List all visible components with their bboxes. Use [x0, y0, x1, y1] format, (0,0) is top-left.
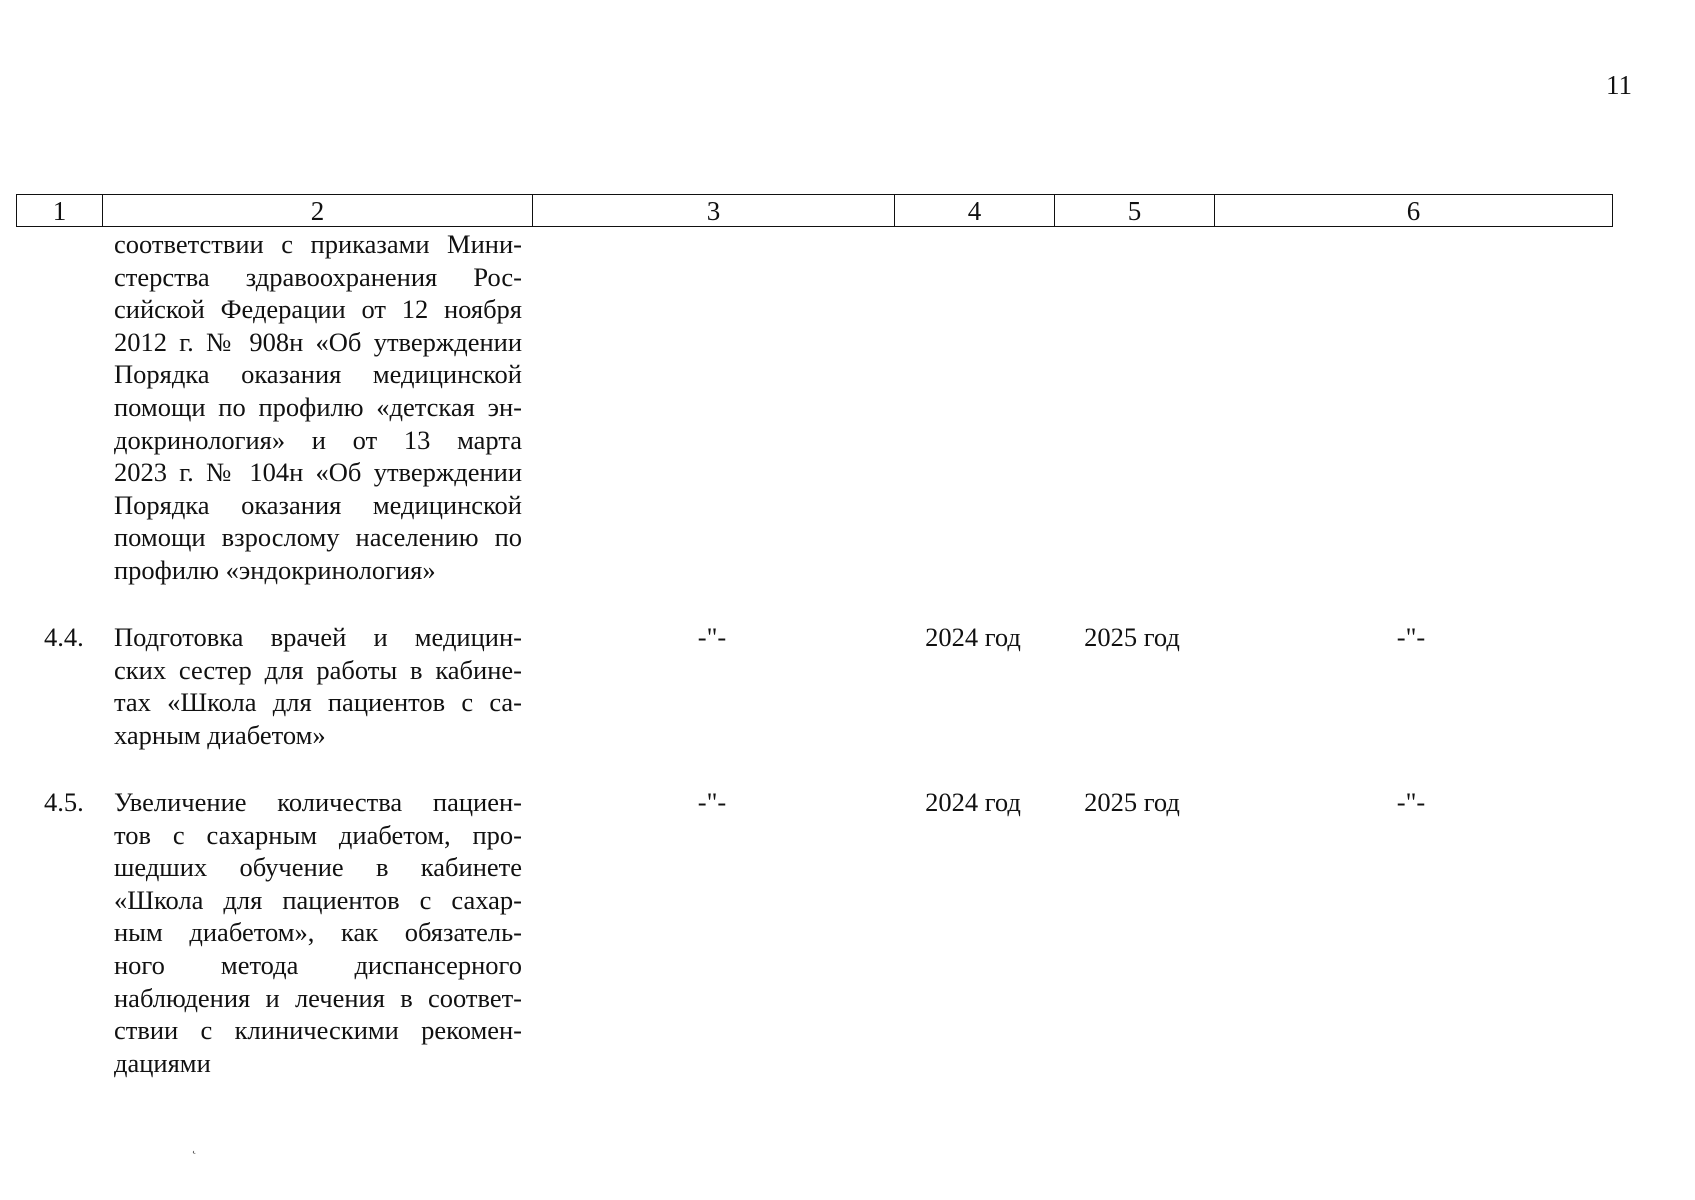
- description-line: тов с сахарным диабетом, про-: [114, 819, 522, 850]
- row-number: 4.4.: [44, 622, 84, 652]
- description-line: тах «Школа для пациентов с са-: [114, 687, 522, 718]
- description-line: Подготовка врачей и медицин-: [114, 622, 522, 652]
- row-description: [114, 621, 522, 751]
- description-line: ного метода диспансерного: [114, 949, 522, 980]
- row-col3: -"-: [697, 622, 727, 652]
- row-col4: 2024 год: [925, 622, 1021, 652]
- row-number: 4.5.: [44, 787, 84, 817]
- description-line: помощи взрослому населению по: [114, 522, 522, 553]
- description-line: «Школа для пациентов с сахар-: [114, 884, 522, 915]
- description-line: 2012 г. № 908н «Об утверждении: [114, 326, 522, 357]
- header-cell-3: 3: [533, 195, 895, 227]
- description-line: сийской Федерации от 12 ноября: [114, 294, 522, 325]
- row-col6: -"-: [1396, 787, 1426, 817]
- header-cell-2: 2: [103, 195, 533, 227]
- description-line: наблюдения и лечения в соответ-: [114, 982, 522, 1013]
- description-line: стерства здравоохранения Рос-: [114, 261, 522, 292]
- row-col4: 2024 год: [925, 787, 1021, 817]
- description-line: профилю «эндокринология»: [114, 554, 436, 585]
- description-line: Увеличение количества пациен-: [114, 787, 522, 817]
- table-column-number-header: [16, 194, 1613, 227]
- header-row: [17, 195, 1613, 227]
- row-col6: -"-: [1396, 622, 1426, 652]
- row-col5: 2025 год: [1084, 622, 1180, 652]
- description-line: соответствии с приказами Мини-: [114, 229, 522, 259]
- description-line: ских сестер для работы в кабине-: [114, 654, 522, 685]
- header-cell-4: 4: [895, 195, 1055, 227]
- row-description: [114, 786, 522, 1079]
- scan-speck-mark: ˛: [192, 1140, 197, 1155]
- header-cell-5: 5: [1055, 195, 1215, 227]
- row-col3: -"-: [697, 787, 727, 817]
- description-line: Порядка оказания медицинской: [114, 489, 522, 520]
- description-line: помощи по профилю «детская эн-: [114, 391, 522, 422]
- description-line: ным диабетом», как обязатель-: [114, 917, 522, 948]
- description-line: 2023 г. № 104н «Об утверждении: [114, 457, 522, 488]
- description-line: дациями: [114, 1047, 211, 1078]
- description-line: докринология» и от 13 марта: [114, 424, 522, 455]
- description-line: шедших обучение в кабинете: [114, 852, 522, 883]
- header-cell-6: 6: [1215, 195, 1613, 227]
- header-cell-1: 1: [17, 195, 103, 227]
- description-line: ствии с клиническими рекомен-: [114, 1015, 522, 1046]
- page-number: 11: [1606, 70, 1632, 100]
- row-col5: 2025 год: [1084, 787, 1180, 817]
- description-line: Порядка оказания медицинской: [114, 359, 522, 390]
- description-line: харным диабетом»: [114, 719, 326, 750]
- row-description: [114, 228, 522, 587]
